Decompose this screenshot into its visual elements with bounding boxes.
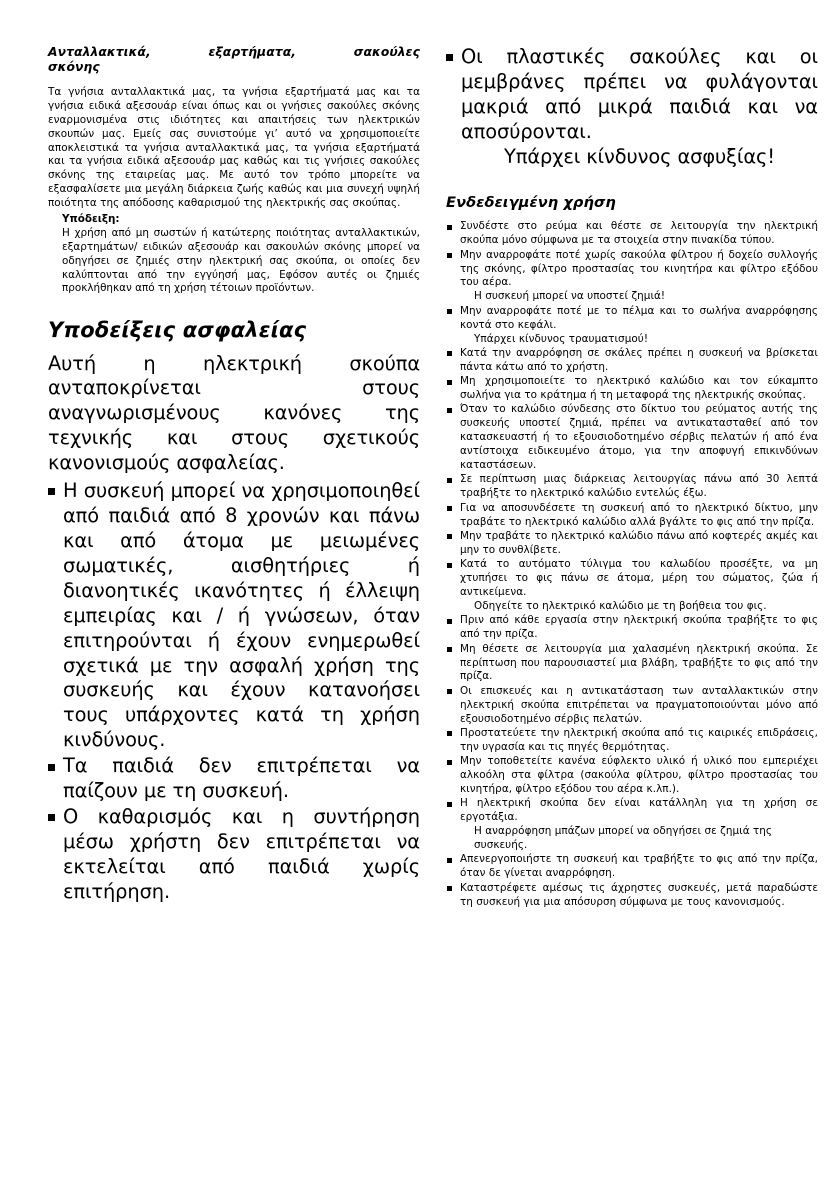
note-block [48,213,420,296]
two-column-layout [48,45,818,1170]
bullet-square-icon [447,225,452,230]
bullet-square-icon [447,731,452,736]
list-item-subnote: Οδηγείτε το ηλεκτρικό καλώδιο με τη βοήθεια του φις. [474,599,767,612]
spare-parts-heading [48,45,420,75]
list-item [446,853,818,881]
list-item-subnote: Η συσκευή μπορεί να υποστεί ζημιά! [474,290,666,303]
list-item-text: Τα παιδιά δεν επιτρέπεται να παίζουν με τη συσκευή. [63,754,420,803]
bullet-square-icon [447,309,452,314]
bullet-square-icon [447,534,452,539]
list-item-text: Μην τοποθετείτε κανένα εύφλεκτο υλικό ή υλικό που εμπεριέχει αλκοόλη στα φίλτρα (σακούλα φίλτρου, φίλτρο προστασίας του κινητήρα, φίλτρο εξόδου του αέρα κ.λπ.). [460,755,818,796]
list-item [48,754,420,804]
list-item-text: Απενεργοποιήστε τη συσκευή και τραβήξτε το φις από την πρίζα, όταν δε γίνεται αναρρόφηση. [460,853,818,880]
list-item [446,685,818,727]
list-item [446,502,818,530]
list-item [446,558,818,614]
list-item-text: Μη χρησιμοποιείτε το ηλεκτρικό καλώδιο και τον εύκαμπτο σωλήνα για το κράτημα ή τη μεταφορά της ηλεκτρικής σκούπας. [460,375,818,402]
suffocation-warning-text: Υπάρχει κίνδυνος ασφυξίας! [504,144,775,168]
bullet-square-icon [447,563,452,568]
list-item-text: Προστατεύετε την ηλεκτρική σκούπα από τις καιρικές επιδράσεις, την υγρασία και τις πηγές θερμότητας. [460,726,818,753]
bullet-square-icon [447,351,452,356]
list-item [446,727,818,755]
bullet-square-icon [447,380,452,385]
list-item-text: Μην αναρροφάτε ποτέ χωρίς σακούλα φίλτρου ή δοχείο συλλογής της σκόνης, φίλτρο προστασίας του κινητήρα και φίλτρο εξόδου του αέρα. [460,248,818,289]
list-item-text: Η ηλεκτρική σκούπα δεν είναι κατάλληλη για τη χρήση σε εργοτάξια. [460,797,818,824]
list-item [446,305,818,347]
bullet-square-icon [447,802,452,807]
list-item [446,347,818,375]
list-item-text: Η συσκευή μπορεί να χρησιμοποιηθεί από παιδιά από 8 χρονών και πάνω και από άτομα με μειωμένες σωματικές, αισθητήριες ή διανοητικές ικανότητες ή έλλειψη εμπειρίας και / ή γνώσεων, όταν επιτηρούνται ή έχουν ενημερωθεί σχετικά με την ασφαλή χρήση της συσκευής και έχουν κατανοήσει τους υπάρχοντες κατά τη χρήση κινδύνους. [63,479,420,752]
list-item [446,882,818,910]
bullet-square-icon [447,478,452,483]
list-item [48,479,420,753]
spare-parts-intro-paragraph: Τα γνήσια ανταλλακτικά μας, τα γνήσια εξαρτήματά μας και τα γνήσια ειδικά αξεσουάρ είναι όπως και οι γνήσιες σακούλες σκόνης εναρμονισμένα στις ιδιότητες και απαιτήσεις των ηλεκτρικών σκουπών μας. Εμείς σας συνιστούμε γι’ αυτό να χρησιμοποιείτε αποκλειστικά τα γνήσια ανταλλακτικά μας, τα γνήσια εξαρτήματά και τα γνήσια ειδικά αξεσουάρ μας καθώς και τις γνήσιες σακούλες σκόνης της εταιρείας μας. Με αυτό τον τρόπο μπορείτε να εξασφαλίσετε μια μεγάλη διάρκεια ζωής καθώς και μια συνεχή υψηλή ποιότητα της απόδοσης καθαρισμού της ηλεκτρικής σας σκούπας. [48,86,420,210]
list-item-text: Κατά το αυτόματο τύλιγμα του καλωδίου προσέξτε, να μη χτυπήσει το φις πάνω σε άτομα, μέρη του σώματος, ζώα ή αντικείμενα. [460,558,818,599]
list-item [446,755,818,797]
list-item-text: Οι επισκευές και η αντικατάσταση των ανταλλακτικών στην ηλεκτρική σκούπα επιτρέπεται να πραγματοποιούνται μόνο από εξουσιοδοτημένο σέρβις πελατών. [460,684,818,725]
list-item-text: Κατά την αναρρόφηση σε σκάλες πρέπει η συσκευή να βρίσκεται πάντα κάτω από το χρήστη. [460,346,818,373]
bullet-square-icon [447,647,452,652]
list-item [446,530,818,558]
list-item-text: Σε περίπτωση μιας διάρκειας λειτουργίας πάνω από 30 λεπτά τραβήξτε το ηλεκτρικό καλώδιο εντελώς έξω. [460,473,818,500]
right-column [446,45,818,910]
list-item [446,797,818,853]
list-item-subnote: Υπάρχει κίνδυνος τραυματισμού! [474,332,649,345]
list-item-text: Όταν το καλώδιο σύνδεσης στο δίκτυο του ρεύματος αυτής της συσκευής υποστεί ζημιά, πρέπει να αντικατασταθεί από τον κατασκευαστή ή το εξουσιοδοτημένο σέρβις πελατών ή από ένα αντίστοιχα ειδικευμένο άτομο, για την αποφυγή επικινδύνων καταστάσεων. [460,403,818,472]
safety-instructions-heading: Υποδείξεις ασφαλείας [48,318,307,343]
bullet-square-icon [447,506,452,511]
list-item-text: Μην αναρροφάτε ποτέ με το πέλμα και το σωλήνα αναρρόφησης κοντά στο κεφάλι. [460,304,818,331]
list-item-text: Συνδέστε στο ρεύμα και θέστε σε λειτουργία την ηλεκτρική σκούπα μόνο σύμφωνα με τα στοιχεία στην πινακίδα τύπου. [460,220,818,247]
list-item-text: Μην τραβάτε το ηλεκτρικό καλώδιο πάνω από κοφτερές ακμές και μην το συνθλίβετε. [460,529,818,556]
left-column [48,45,420,906]
plastic-bags-warning-text: Οι πλαστικές σακούλες και οι μεμβράνες πρέπει να φυλάγονται μακριά από μικρά παιδιά και να αποσύρονται. [461,45,818,143]
list-item [446,220,818,248]
bullet-square-icon [447,253,452,258]
list-item-text: Ο καθαρισμός και η συντήρηση μέσω χρήστη δεν επιτρέπεται να εκτελείται από παιδιά χωρίς επιτήρηση. [63,805,420,903]
bullet-square-icon [447,408,452,413]
spare-parts-heading-line1: Ανταλλακτικά, εξαρτήματα, σακούλες [48,45,420,59]
bullet-square-icon [48,488,55,495]
list-item-text: Καταστρέφετε αμέσως τις άχρηστες συσκευές, μετά παραδώστε τη συσκευή για μια απόσυρση σύμφωνα με τους κανονισμούς. [460,881,818,908]
note-title: Υπόδειξη: [62,213,120,226]
intended-use-bullet-list [446,220,818,909]
spare-parts-heading-line2: σκόνης [48,60,100,74]
bullet-square-icon [447,886,452,891]
list-item [446,473,818,501]
list-item [446,249,818,305]
intended-use-heading: Ενδεδειγμένη χρήση [446,193,616,211]
list-item-text: Για να αποσυνδέσετε τη συσκευή από το ηλεκτρικό δίκτυο, μην τραβάτε το ηλεκτρικό καλώδιο αλλά βγάλτε το φις από την πρίζα. [460,501,818,528]
bullet-square-icon [447,689,452,694]
list-item [446,403,818,472]
bullet-square-icon [48,814,55,821]
safety-intro-paragraph: Αυτή η ηλεκτρική σκούπα ανταποκρίνεται στους αναγνωρισμένους κανόνες της τεχνικής και στους σχετικούς κανονισμούς ασφαλείας. [48,351,420,475]
list-item-text: Πριν από κάθε εργασία στην ηλεκτρική σκούπα τραβήξτε το φις από την πρίζα. [460,614,818,641]
bullet-square-icon [447,760,452,765]
list-item [446,643,818,685]
plastic-bags-warning-bullet [446,45,818,170]
bullet-square-icon [446,54,453,61]
list-item-subnote: Η αναρρόφηση μπάζων μπορεί να οδηγήσει σε ζημιά της συσκευής. [474,825,773,852]
list-item-text: Μη θέσετε σε λειτουργία μια χαλασμένη ηλεκτρική σκούπα. Σε περίπτωση που παρουσιαστεί μια βλάβη, τραβήξτε το φις από την πρίζα. [460,642,818,683]
safety-bullet-list [48,479,420,905]
bullet-square-icon [447,858,452,863]
bullet-square-icon [48,764,55,771]
bullet-square-icon [447,619,452,624]
list-item [446,614,818,642]
note-body: Η χρήση από μη σωστών ή κατώτερης ποιότητας ανταλλακτικών, εξαρτημάτων/ ειδικών αξεσουάρ και σακουλών σκόνης μπορεί να οδηγήσει σε ζημιές στην ηλεκτρική σας σκούπα, οι οποίες δεν καλύπτονται από την εγγύησή μας, Εφόσον αυτές οι ζημιές προκλήθηκαν από τη χρήση τέτοιων προϊόντων. [62,226,420,295]
list-item [446,375,818,403]
list-item [48,805,420,905]
